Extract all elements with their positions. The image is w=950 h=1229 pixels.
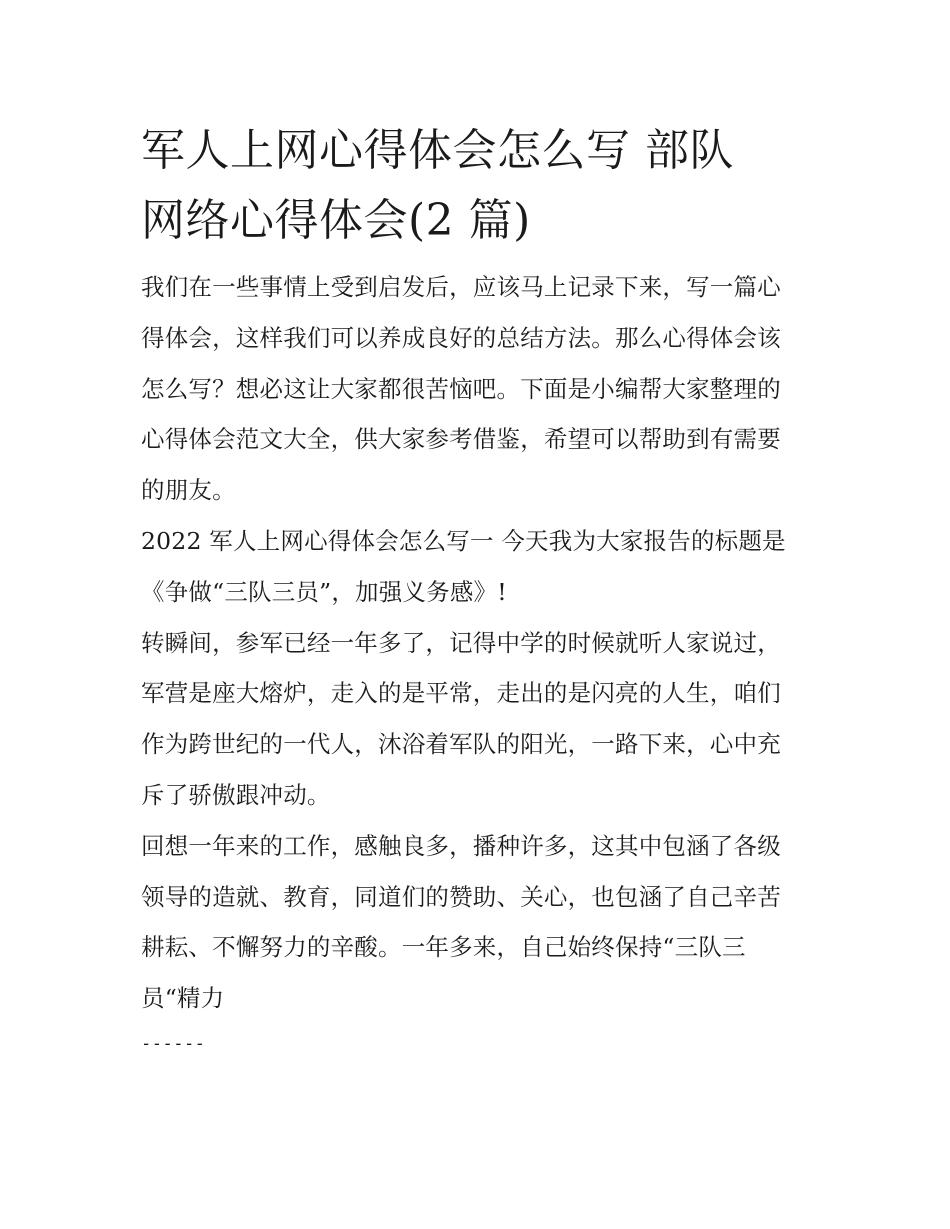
text-line: 得体会，这样我们可以养成良好的总结方法。那么心得体会该 — [141, 323, 781, 352]
text-line: 领导的造就、教育，同道们的赞助、关心，也包涵了自己辛苦 — [141, 882, 781, 911]
text-line: 耕耘、不懈努力的辛酸。一年多来，自己始终保持“三队三 — [141, 933, 746, 962]
document-title — [141, 116, 821, 256]
separator-line: ------ — [141, 1033, 206, 1054]
body-paragraph — [141, 821, 821, 1024]
text-line: 军营是座大熔炉，走入的是平常，走出的是闪亮的人生，咱们 — [141, 679, 781, 708]
text-line: 作为跨世纪的一代人，沐浴着军队的阳光，一路下来，心中充 — [141, 730, 781, 759]
intro-paragraph — [141, 262, 821, 516]
section-heading-paragraph — [141, 516, 821, 618]
text-line: 员“精力 — [141, 984, 225, 1013]
title-line: 网络心得体会(2 篇) — [141, 195, 531, 246]
body-paragraph — [141, 618, 821, 821]
text-line: 的朋友。 — [141, 476, 236, 505]
text-line: 转瞬间，参军已经一年多了，记得中学的时候就听人家说过， — [141, 628, 781, 657]
text-line: 回想一年来的工作，感触良多，播种许多，这其中包涵了各级 — [141, 831, 781, 860]
text-line: 2022 军人上网心得体会怎么写一 今天我为大家报告的标题是 — [141, 526, 786, 555]
text-line: 斥了骄傲跟冲动。 — [141, 780, 331, 809]
text-line: 怎么写？想必这让大家都很苦恼吧。下面是小编帮大家整理的 — [141, 374, 781, 403]
text-line: 我们在一些事情上受到启发后，应该马上记录下来，写一篇心 — [141, 273, 781, 301]
title-line: 军人上网心得体会怎么写 部队 — [141, 125, 734, 176]
text-line: 心得体会范文大全，供大家参考借鉴，希望可以帮助到有需要 — [141, 425, 781, 454]
document-body — [141, 116, 821, 1064]
text-line: 《争做“三队三员”，加强义务感》! — [141, 577, 507, 606]
